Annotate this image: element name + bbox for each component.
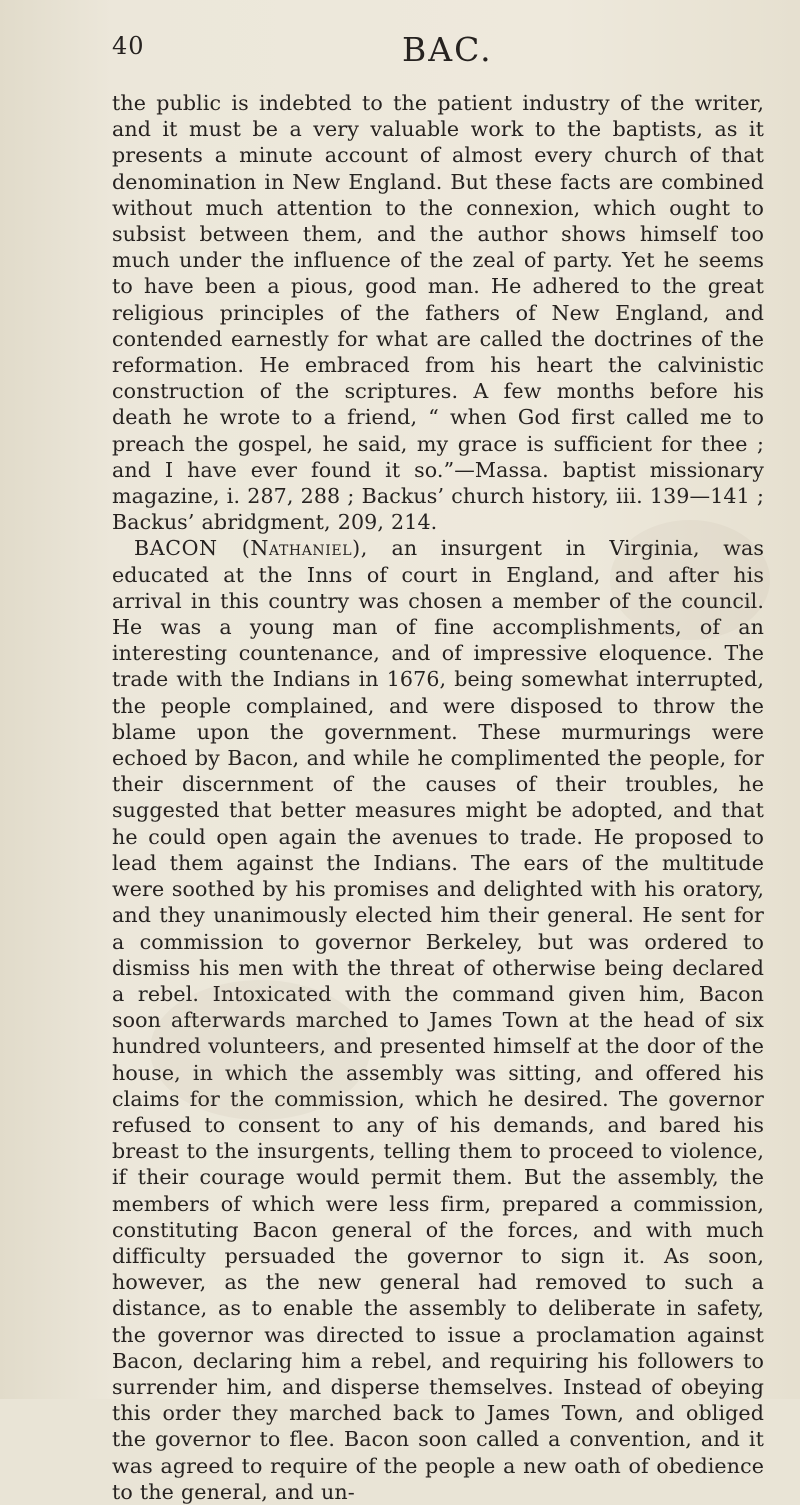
running-head: BAC. bbox=[402, 30, 493, 69]
continued-paragraph bbox=[112, 90, 764, 535]
page-number: 40 bbox=[112, 32, 145, 60]
entry-headword: BACON (Nathaniel), bbox=[134, 536, 368, 561]
paragraph-text: an insurgent in Virginia, was educated at the Inns of court in England, and after his arrival in this country was chosen a member of the council. He was a young man of fine accomplishments, of an interesting countenance, and of impressive eloquence. The trade with the Indians in 1676, being somewhat interrupted, the people complained, and were disposed to throw the blame upon the government. These murmurings were echoed by Bacon, and while he complimented the people, for their discernment of the causes of their troubles, he suggested that better measures might be adopted, and that he could open again the avenues to trade. He proposed to lead them against the Indians. The ears of the multitude were soothed by his promises and delighted with his oratory, and they unanimously elected him their general. He sent for a commission to governor Berkeley, but was ordered to dismiss his men with the threat of otherwise being declared a rebel. Intoxicated with the command given him, Bacon soon afterwards marched to James Town at the head of six hundred volunteers, and presented himself at the door of the house, in which the assembly was sitting, and offered his claims for the commission, which he desired. The governor refused to consent to any of his demands, and bared his breast to the insurgents, telling them to proceed to violence, if their courage would permit them. But the assembly, the members of which were less firm, prepared a commission, constituting Bacon general of the forces, and with much difficulty persuaded the governor to sign it. As soon, however, as the new general had removed to such a distance, as to enable the assembly to deliberate in safety, the governor was directed to issue a proclamation against Bacon, declaring him a rebel, and requiring his followers to surrender him, and disperse themselves. Instead of obeying this order they marched back to James Town, and obliged the governor to flee. Bacon soon called a convention, and it was agreed to require of the people a new oath of obedience to the general, and un- bbox=[112, 536, 764, 1504]
entry-paragraph-bacon bbox=[112, 535, 764, 1505]
body-text bbox=[112, 90, 764, 1505]
page-header bbox=[112, 28, 760, 90]
paragraph-text: the public is indebted to the patient industry of the writer, and it must be a very valuable work to the baptists, as it presents a minute account of almost every church of that denomination in New England. But these facts are combined without much attention to the connexion, which ought to subsist between them, and the author shows himself too much under the influence of the zeal of party. Yet he seems to have been a pious, good man. He adhered to the great religious principles of the fathers of New England, and contended earnestly for what are called the doctrines of the reformation. He embraced from his heart the calvinistic construction of the scriptures. A few months before his death he wrote to a friend, “ when God first called me to preach the gospel, he said, my grace is sufficient for thee ; and I have ever found it so.”—Massa. baptist missionary magazine, i. 287, 288 ; Backus’ church history, iii. 139—141 ; Backus’ abridgment, 209, 214. bbox=[112, 91, 764, 535]
